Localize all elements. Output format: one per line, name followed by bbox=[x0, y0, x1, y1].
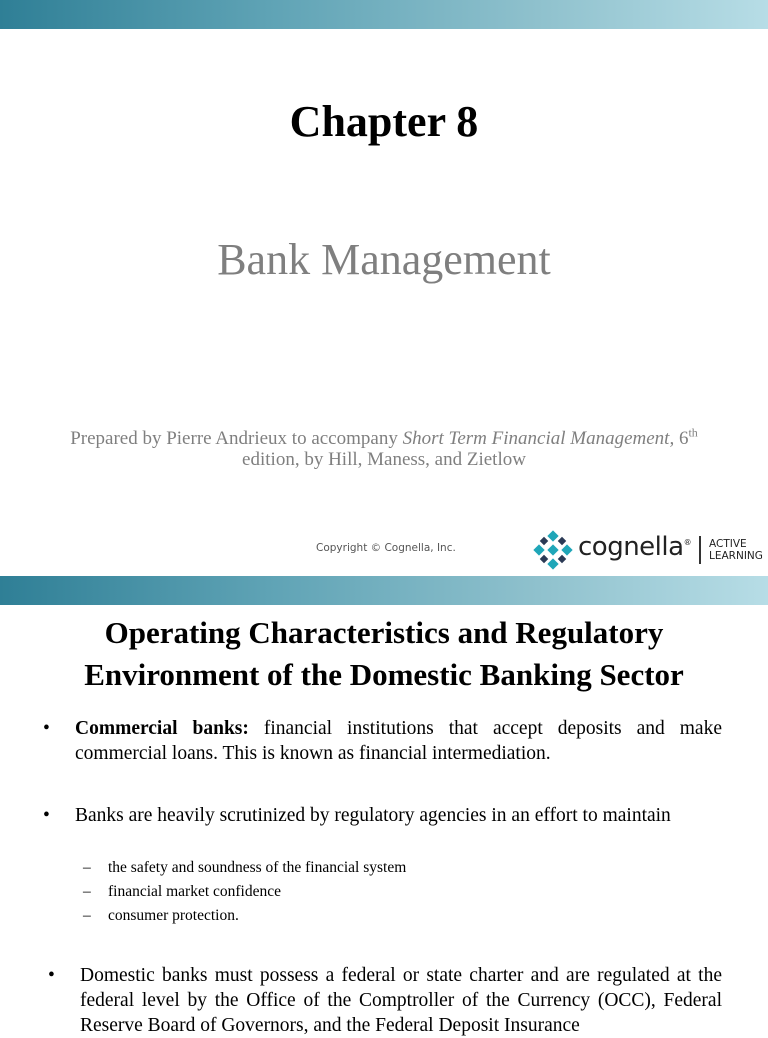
bullet-text: financial institutions that accept deposits and make commercial loans. This is known as financial intermediation. bbox=[75, 718, 722, 764]
sub-item: – the safety and soundness of the financial system bbox=[108, 856, 708, 880]
header-gradient-bar bbox=[0, 0, 768, 29]
copyright-notice: Copyright © Cognella, Inc. bbox=[316, 542, 456, 554]
prepared-by-text bbox=[60, 425, 708, 470]
logo-divider bbox=[699, 536, 701, 564]
edition-superscript: th bbox=[688, 425, 698, 440]
bullet-term: Commercial banks: bbox=[75, 718, 249, 739]
edition-number: 6 bbox=[674, 428, 689, 449]
dash-marker: – bbox=[83, 883, 91, 900]
bullet-domestic-charter bbox=[48, 963, 722, 1038]
cognella-mark-icon bbox=[533, 530, 573, 570]
header-gradient-bar bbox=[0, 576, 768, 605]
bullet-text: Domestic banks must possess a federal or state charter and are regulated at the federal level by the Office of the Comptroller of the Currency (OCC), Federal Reserve Board of Governors, and the Federal Deposit Insurance bbox=[80, 965, 722, 1036]
bullet-marker: • bbox=[48, 965, 55, 986]
chapter-title: Chapter 8 bbox=[289, 97, 479, 146]
prepared-suffix: edition, by Hill, Maness, and Zietlow bbox=[242, 449, 526, 470]
content-slide bbox=[0, 576, 768, 1036]
dash-marker: – bbox=[83, 907, 91, 924]
book-title: Short Term Financial Management, bbox=[402, 428, 675, 449]
sub-item: – financial market confidence bbox=[108, 880, 708, 904]
logo-brand: cognella® bbox=[578, 532, 692, 562]
bullet-regulatory-scrutiny bbox=[43, 803, 722, 828]
logo-tagline: ACTIVE LEARNING bbox=[709, 538, 763, 562]
sub-item: – consumer protection. bbox=[108, 904, 708, 928]
chapter-subtitle: Bank Management bbox=[217, 235, 551, 284]
prepared-prefix: Prepared by Pierre Andrieux to accompany bbox=[70, 428, 403, 449]
bullet-text: Banks are heavily scrutinized by regulatory agencies in an effort to maintain bbox=[75, 805, 671, 826]
bullet-marker: • bbox=[43, 718, 50, 739]
cognella-logo bbox=[533, 530, 768, 570]
bullet-marker: • bbox=[43, 805, 50, 826]
slide-title: Operating Characteristics and Regulatory Environment of the Domestic Banking Sector bbox=[84, 615, 684, 692]
bullet-commercial-banks bbox=[43, 716, 722, 766]
dash-marker: – bbox=[83, 859, 91, 876]
